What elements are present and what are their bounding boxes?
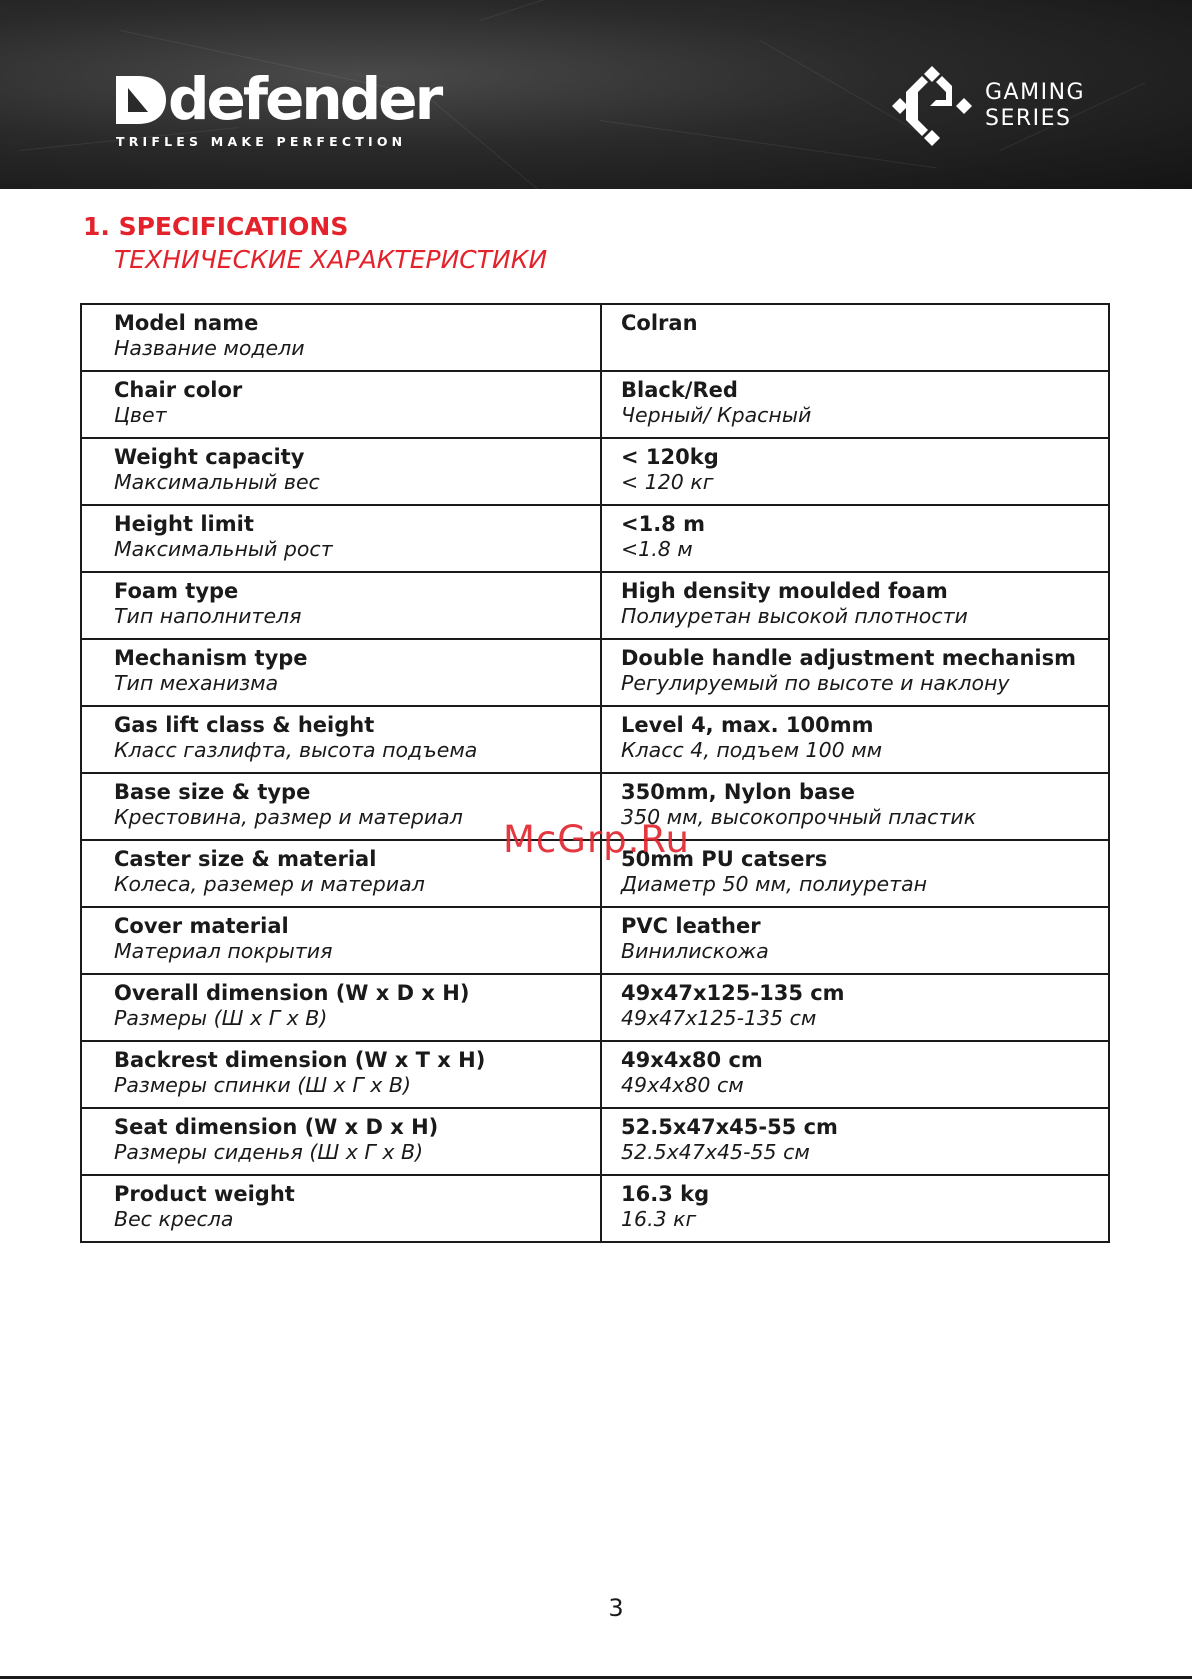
spec-label-en: Cover material	[114, 914, 289, 938]
spec-row	[81, 907, 1109, 974]
header-banner	[0, 0, 1192, 189]
spec-value-ru: Винилискожа	[621, 939, 769, 963]
spec-row	[81, 371, 1109, 438]
spec-label-ru: Колеса, раземер и материал	[114, 872, 425, 896]
spec-label-ru: Размеры сиденья (Ш х Г х В)	[114, 1140, 424, 1164]
spec-label-ru: Цвет	[114, 403, 167, 427]
spec-label-ru: Максимальный вес	[114, 470, 320, 494]
spec-value-ru: Класс 4, подъем 100 мм	[621, 738, 883, 762]
spec-label-ru: Тип наполнителя	[114, 604, 302, 628]
spec-value-en: 16.3 kg	[621, 1182, 710, 1206]
spec-label-en: Base size & type	[114, 780, 311, 804]
spec-value-en: < 120kg	[621, 445, 719, 469]
spec-label-cell	[81, 438, 601, 505]
brand-name: defender	[168, 65, 441, 133]
watermark: McGrp.Ru	[503, 818, 690, 861]
spec-label-cell	[81, 1041, 601, 1108]
spec-row	[81, 304, 1109, 371]
spec-value-cell	[601, 907, 1109, 974]
spec-value-ru: Черный/ Красный	[621, 403, 812, 427]
spec-value-ru: 350 мм, высокопрочный пластик	[621, 805, 977, 829]
spec-value-cell	[601, 572, 1109, 639]
spec-value-en: Double handle adjustment mechanism	[621, 646, 1076, 670]
spec-value-ru: Диаметр 50 мм, полиуретан	[621, 872, 928, 896]
spec-label-ru: Тип механизма	[114, 671, 279, 695]
spec-label-cell	[81, 706, 601, 773]
spec-value-en: High density moulded foam	[621, 579, 948, 603]
spec-value-ru: 52.5x47x45-55 см	[621, 1140, 810, 1164]
spec-label-en: Chair color	[114, 378, 243, 402]
spec-label-cell	[81, 572, 601, 639]
spec-label-en: Mechanism type	[114, 646, 308, 670]
spec-value-en: Level 4, max. 100mm	[621, 713, 874, 737]
spec-label-cell	[81, 505, 601, 572]
spec-value-en: PVC leather	[621, 914, 761, 938]
spec-label-en: Weight capacity	[114, 445, 305, 469]
spec-value-cell	[601, 974, 1109, 1041]
spec-value-en: Black/Red	[621, 378, 738, 402]
spec-label-en: Gas lift class & height	[114, 713, 375, 737]
specifications-table	[80, 303, 1110, 1243]
spec-label-ru: Размеры спинки (Ш х Г х В)	[114, 1073, 411, 1097]
brand-tagline: TRIFLES MAKE PERFECTION	[116, 134, 407, 149]
spec-label-en: Seat dimension (W x D x H)	[114, 1115, 439, 1139]
spec-value-ru: < 120 кг	[621, 470, 714, 494]
spec-value-ru: <1.8 м	[621, 537, 693, 561]
spec-label-en: Height limit	[114, 512, 254, 536]
spec-value-ru: Регулируемый по высоте и наклону	[621, 671, 1010, 695]
spec-value-cell	[601, 371, 1109, 438]
defender-d-icon	[114, 74, 168, 126]
spec-label-ru: Класс газлифта, высота подъема	[114, 738, 478, 762]
spec-label-ru: Название модели	[114, 336, 305, 360]
series-line-2: SERIES	[985, 106, 1072, 131]
spec-label-ru: Вес кресла	[114, 1207, 234, 1231]
spec-value-en: 52.5x47x45-55 cm	[621, 1115, 838, 1139]
spec-label-en: Foam type	[114, 579, 239, 603]
spec-row	[81, 1041, 1109, 1108]
spec-row	[81, 1175, 1109, 1242]
spec-value-en: 50mm PU catsers	[621, 847, 828, 871]
spec-label-cell	[81, 639, 601, 706]
page-number: 3	[608, 1594, 624, 1622]
spec-value-ru: 49x47x125-135 см	[621, 1006, 817, 1030]
gaming-series-label	[985, 80, 1085, 132]
spec-label-cell	[81, 371, 601, 438]
spec-value-cell	[601, 304, 1109, 371]
spec-label-en: Product weight	[114, 1182, 295, 1206]
spec-value-cell	[601, 1041, 1109, 1108]
spec-value-en: <1.8 m	[621, 512, 705, 536]
spec-label-cell	[81, 1108, 601, 1175]
spec-row	[81, 572, 1109, 639]
spec-value-en: 49x4x80 cm	[621, 1048, 763, 1072]
series-line-1: GAMING	[985, 80, 1086, 105]
spec-label-en: Overall dimension (W x D x H)	[114, 981, 470, 1005]
spec-value-en: Colran	[621, 311, 698, 335]
spec-value-ru: 16.3 кг	[621, 1207, 697, 1231]
spec-row	[81, 438, 1109, 505]
spec-value-cell	[601, 1108, 1109, 1175]
spec-row	[81, 1108, 1109, 1175]
spec-value-cell	[601, 1175, 1109, 1242]
spec-row	[81, 706, 1109, 773]
spec-value-en: 350mm, Nylon base	[621, 780, 855, 804]
spec-label-en: Caster size & material	[114, 847, 377, 871]
spec-label-cell	[81, 1175, 601, 1242]
spec-label-en: Backrest dimension (W x T x H)	[114, 1048, 486, 1072]
spec-row	[81, 505, 1109, 572]
spec-value-cell	[601, 438, 1109, 505]
spec-label-cell	[81, 907, 601, 974]
spec-value-en: 49x47x125-135 cm	[621, 981, 845, 1005]
spec-label-ru: Крестовина, размер и материал	[114, 805, 463, 829]
spec-label-ru: Размеры (Ш х Г х В)	[114, 1006, 328, 1030]
spec-value-ru: Полиуретан высокой плотности	[621, 604, 968, 628]
section-title: 1. SPECIFICATIONS	[83, 212, 349, 241]
gaming-series-icon	[892, 66, 972, 146]
spec-label-cell	[81, 304, 601, 371]
spec-value-cell	[601, 639, 1109, 706]
spec-value-ru: 49x4x80 см	[621, 1073, 744, 1097]
spec-row	[81, 639, 1109, 706]
spec-label-ru: Материал покрытия	[114, 939, 333, 963]
spec-value-cell	[601, 706, 1109, 773]
spec-label-ru: Максимальный рост	[114, 537, 333, 561]
section-subtitle: ТЕХНИЧЕСКИЕ ХАРАКТЕРИСТИКИ	[114, 245, 548, 274]
spec-label-en: Model name	[114, 311, 259, 335]
spec-value-cell	[601, 505, 1109, 572]
spec-label-cell	[81, 974, 601, 1041]
spec-row	[81, 974, 1109, 1041]
defender-logo	[114, 65, 441, 154]
